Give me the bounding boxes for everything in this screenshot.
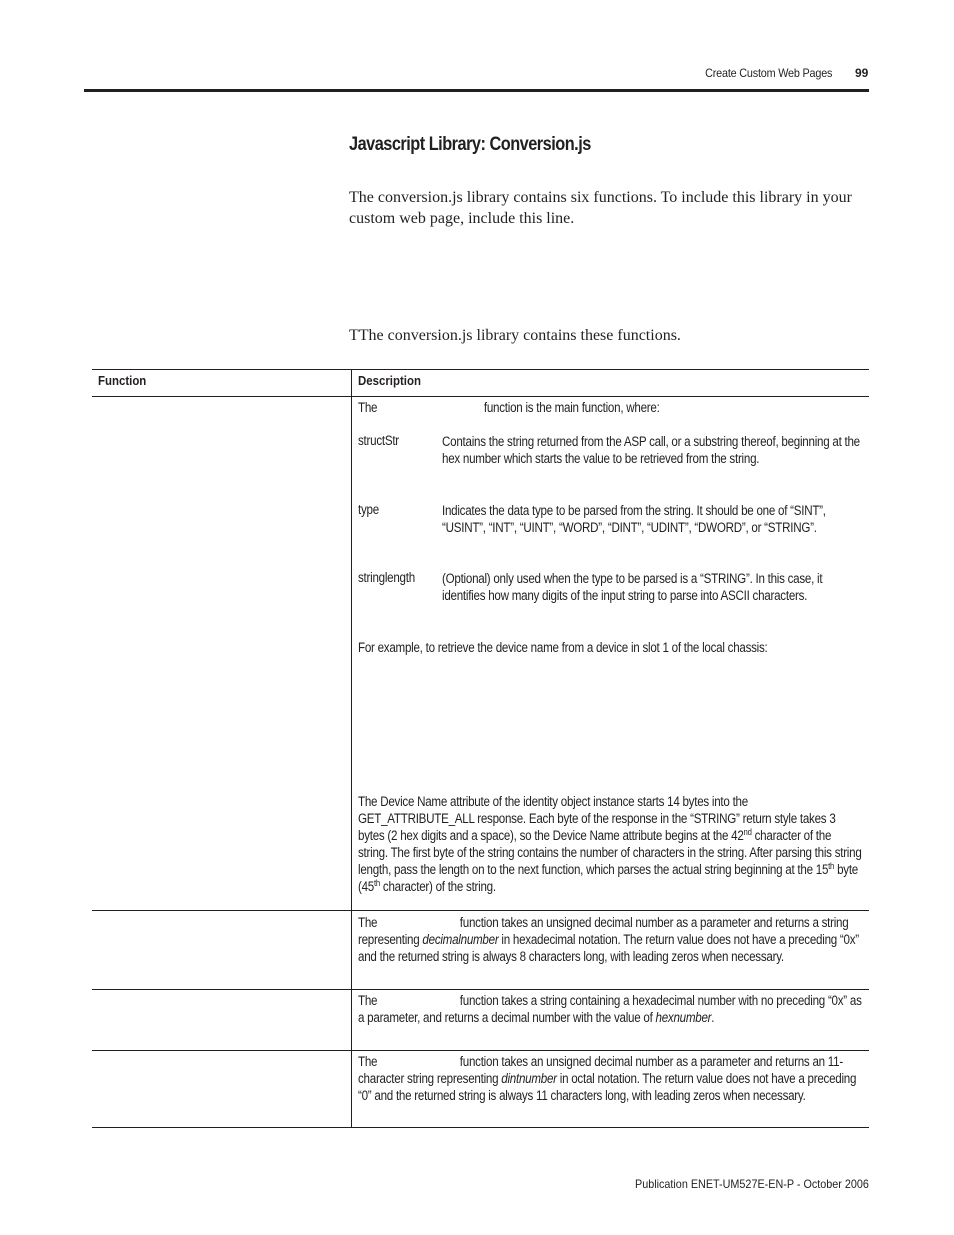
row3-description: The function takes a string containing a hexadecimal number with no preceding “0x” as a parameter, and returns a decimal number with the value of hexnumber. xyxy=(358,993,862,1025)
row1-lead-text: function is the main function, where: xyxy=(483,400,660,415)
row1-bottom-rule xyxy=(92,910,869,911)
row1-example-text: For example, to retrieve the device name from a device in slot 1 of the local chassis: xyxy=(358,640,768,655)
row1-lead xyxy=(358,399,864,416)
footer-text: Publication ENET-UM527E-EN-P - October 2006 xyxy=(635,1177,869,1191)
column-header-description: Description xyxy=(358,373,421,388)
row1-lead-the: The xyxy=(358,400,378,415)
table-top-rule xyxy=(92,369,869,370)
row2-description: The function takes an unsigned decimal number as a parameter and returns a string representing decimalnumber in hexadecimal notation. The return value does not have a preceding “0x” and the returned string is always 8 characters long, with leading zeros when necessary. xyxy=(358,915,859,964)
row1-def-structstr: Contains the string returned from the ASP call, or a substring thereof, beginning at the hex number which starts the value to be retrieved from the string. xyxy=(442,434,860,466)
row3-italic-param: hexnumber xyxy=(655,1010,712,1025)
row1-def-stringlength: (Optional) only used when the type to be parsed is a “STRING”. In this case, it identifies how many digits of the input string to parse into ASCII characters. xyxy=(442,571,823,603)
header-rule xyxy=(84,89,869,92)
row1-term-stringlength: stringlength xyxy=(358,570,415,585)
page-number: 99 xyxy=(855,66,869,80)
header-section-title: Create Custom Web Pages xyxy=(704,66,832,80)
row3-bottom-rule xyxy=(92,1050,869,1051)
row1-note: The Device Name attribute of the identity object instance starts 14 bytes into the GET_ATTRIBUTE_ALL response. Each byte of the response in the “STRING” return style takes 3 bytes (2 hex digits and a space), so the Device Name attribute begins at the 42nd character of the string. The first byte of the string contains the number of characters in the string. After parsing this string length, pass the length on to the next function, which parses the actual string beginning at the 15th byte (45th character) of the string. xyxy=(358,794,862,894)
row2-italic-param: decimalnumber xyxy=(422,932,499,947)
publication-footer xyxy=(0,1177,869,1191)
row1-term-structstr: structStr xyxy=(358,433,399,448)
row2-bottom-rule xyxy=(92,989,869,990)
table-header-rule xyxy=(92,396,869,397)
row1-def-type: Indicates the data type to be parsed from the string. It should be one of “SINT”, “USINT”, “INT”, “UINT”, “WORD”, “DINT”, “UDINT”, “DWORD”, or “STRING”. xyxy=(442,503,826,535)
running-header xyxy=(0,66,832,80)
row4-description: The function takes an unsigned decimal number as a parameter and returns an 11-character string representing dintnumber in octal notation. The return value does not have a preceding “0” and the returned string is always 11 characters long, with leading zeros when necessary. xyxy=(358,1054,857,1103)
column-header-function: Function xyxy=(98,373,147,388)
table-column-divider xyxy=(351,369,352,1128)
intro-paragraph: The conversion.js library contains six functions. To include this library in your custom web page, include this line. xyxy=(349,189,852,227)
section-title: Javascript Library: Conversion.js xyxy=(349,134,591,155)
table-bottom-rule xyxy=(92,1127,869,1128)
row1-term-type: type xyxy=(358,502,379,517)
row4-italic-param: dintnumber xyxy=(501,1071,557,1086)
table-intro-paragraph: TThe conversion.js library contains these functions. xyxy=(349,327,681,344)
